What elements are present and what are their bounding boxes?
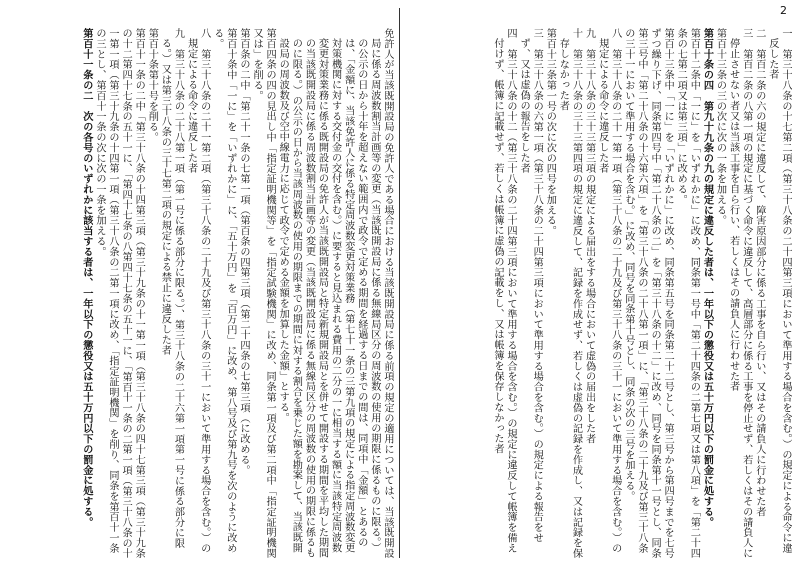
column-divider	[399, 8, 400, 558]
paragraph: 第百十一条の二中「第三十八条の十四第三項（第三十九条の十一第一項（第三十八条の四十七第三項（第三十九条の十二第四十七条の五十一に、「第四十七条の八第四十七条の五十一に、「第百十一条の二第一項（第三十八条の十一第一項（第三十九条の十四第一項（第三十八条の二第一項に改め、「指定証明機関」を削り、同条を第百十一条の三とし、第百十一条の次に次の一条を加える。	[93, 28, 145, 559]
paragraph: 第百十三条第一号の次に次の四号を加える。	[544, 28, 556, 237]
paragraph: 十 第三十八条の三十三第四項の規定に違反して、記録を作成せず、若しくは虚偽の記録を作成し、又は記録を保存しなかった者	[557, 28, 582, 559]
paragraph: 二 第百二条の六の規定に違反して、障害原因部分に係る工事を自ら行い、又はその請負人に行わせた者	[753, 28, 765, 518]
paragraph: 第百十一条の二 次の各号のいずれかに該当する者は、一年以下の懲役又は五十万円以下の罰金に処する。	[80, 28, 93, 528]
paragraph: 第百四条の四の見出し中「指定証明機関等」を「指定試験機関」に改め、同条第一項及び第二項中「指定証明機関又は」を削る。	[251, 28, 276, 559]
paragraph: 三 第三十八条の六第一項（第三十八条の二十四第三項において準用する場合を含む。）の規定による報告をせず、又は虚偽の報告をした者	[518, 28, 543, 544]
paragraph: 第百十三条の三の次に次の一条を加える。	[714, 28, 726, 226]
paragraph: 八 第三十八条の二十一第二項（第三十八条の二十九及び第三十八条の三十一において準用する場合を含む。）の規定による命令に違反した者	[185, 28, 210, 554]
paragraph: 免許人が当該既開設局の免許人である場合における当該既開設局に係る前項の規定の適用については、当該既開設局に係る周波数割当計画等の変更（当該既開設局に係る無線局区分の周波数の使用の期限に係るものに限る。）の公示の日から十年を超えない範囲内で政令で定める期間を経過する日までの間は、同項中「金額」とあるのは、「金額に、当該免許人に係る特定周波数変更対策業務（第七十一条の三第九項の規定による指定周波数変更対策機関に対する交付金の交付を含む。）に要すると見込まれる費用の二分の一に相当する額に当該特定周波数変更対策業務に係る既開設局の免許人が当該既開設局と特定新規開設局とを併せて開設する期間を平均した期間の当該既開設局に係る周波数割当計画等の変更（当該既開設局に係る無線局区分の周波数の使用の期限に係るものに限る。）の公示の日から当該周波数の使用の期限までの期間に対する割合を乗じた額を勘案して、当該既開設局の周波数及び空中線電力に応じて政令で定める金額を加算した金額」とする。	[277, 28, 393, 559]
paragraph: 第百十三条中「一に」を「いずれかに」に改め、同条第五号を同条第二十二号とし、第三号から第四号までを七号ずつ繰り下げ、同条第四号中「第二十八条の二」を「第三十八条の十二」に改め、同号を同条第十一号とし、同条第三号中「第二十八条の十六第六項」を「第三十八条の二十八第一項」に、「第三十八条の二十九及び第三十八条の三十一において準用する場合を含む。」に改め、同号を同条第十号とし、同条の次の三号を加える。	[622, 28, 674, 559]
right-column	[404, 18, 792, 560]
paragraph: 九 第三十八条の二十八第一項（第一号に係る部分に限る。）、第三十八条の二十六第一項第一号に係る部分に限る。）又は第三十八条の三十七第二項の規定による禁止に違反した者	[159, 28, 184, 549]
paragraph: 第百条の二中「第二十一条の七第一項（第百条の四第三項（第二十四条の七第三項（に改める。	[237, 28, 249, 476]
paragraph: 第百十二条中「一に」を「いずれかに」に改め、同条第一号中「第二十四条の二第七項又は第八項」を「第二十四条の七第二項又は第三項」に改める。	[675, 28, 700, 559]
page-number: 2	[780, 4, 787, 17]
paragraph: 四 第三十八条の十二（第三十八条の二十四第三項において準用する場合を含む。）の規定に違反して帳簿を備え付けず、帳簿に記載せず、若しくは帳簿に虚偽の記載をし、又は帳簿を保存しなかった者	[491, 28, 517, 554]
paragraph: 九 第三十八条の三十三第三項の規定による届出をする場合において虚偽の届出をした者	[583, 28, 595, 445]
left-column	[6, 18, 394, 560]
paragraph: 三 第百二条の八第一項の規定に基づく命令に違反して、高層部分に係る工事を停止せず、若しくはその請負人に停止させない者又は当該工事を自ら行い、若しくはその請負人に行わせた者	[727, 28, 752, 559]
paragraph: 第百十条の四 第九十九条の九の規定に違反した者は、一年以下の懲役又は五十万円以下の罰金に処する。	[701, 28, 714, 528]
paragraph: 第百十条第十号を削る。	[146, 28, 158, 143]
paragraph: 八 第三十八条の二十一第一項（第三十八条の二十九及び第三十八条の三十一において準用する場合を含む。）の規定による命令に違反した者	[596, 28, 621, 554]
paragraph: 一 第三十八条の十七第二項（第三十八条の二十四第三項において準用する場合を含む。）の規定による命令に違反した者	[766, 28, 791, 554]
paragraph: 第百十条中「一に」を「いずれかに」に、「五十万円」を「百万円」に改め、第八号及び第九号を次のように改める。	[211, 28, 236, 554]
